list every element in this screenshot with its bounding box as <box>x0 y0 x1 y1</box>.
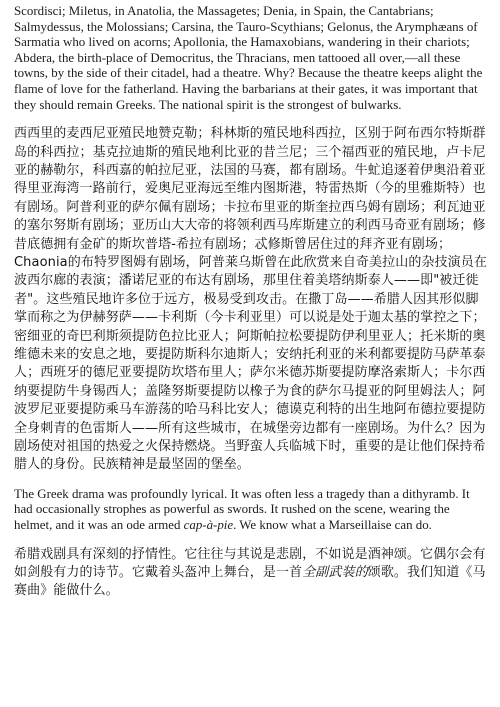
chinese-paragraph-2 <box>14 546 488 601</box>
english-paragraph-2-text-start: The Greek drama was profoundly lyrical. It was often less a tragedy than a dithyramb. It had occasionally strophes as powerful as swords. It rushed on the scene, wearing the helmet, and it was an ode armed <box>14 486 470 533</box>
english-paragraph-1: Scordisci; Miletus, in Anatolia, the Massagetes; Denia, in Spain, the Cantabrians; Salmydessus, the Molossians; Carsina, the Tauro-Scythians; Gelonus, the Arymphæans of Sarmatia who lived on acorns; Apollonia, the Hamaxobians, wandering in their chariots; Abdera, the birth-place of Democritus, the Thracians, men tattooed all over,—all these towns, by the side of their citadel, had a theatre. Why? Because the theatre keeps alight the flame of love for the fatherland. Having the barbarians at their gates, it was important that they should remain Greeks. The national spirit is the strongest of bulwarks. <box>14 4 483 112</box>
chinese-paragraph-1: 西西里的麦西尼亚殖民地赞克勒；科林斯的殖民地科西拉，区别于阿布西尔特斯群岛的科西拉；基克拉迪斯的殖民地利比亚的昔兰尼；三个福西亚的殖民地，卢卡尼亚的赫勒尔，科西嘉的帕拉尼亚，法国的马赛，都有剧场。牛虻追逐着伊奥沿着亚得里亚海湾一路前行，爱奥尼亚海远至维内图斯港，特雷热斯（今的里雅斯特）也有剧场。阿普利亚的萨尔佩有剧场；卡拉布里亚的斯奎拉西乌姆有剧场；利瓦迪亚的塞尔努斯有剧场；亚历山大大帝的将领利西马库斯建立的利西马奇亚有剧场；修昔底德拥有金矿的斯坎普塔-希拉有剧场；忒修斯曾居住过的拜齐亚有剧场；Chaonia的布特罗图姆有剧场，阿普莱乌斯曾在此欣赏来自奇美拉山的杂技演员在波西尔廊的表演；潘诺尼亚的布达有剧场，那里住着美塔纳斯泰人——即"被迁徙者"。这些殖民地许多位于远方，极易受到攻击。在撒丁岛——希腊人因其形似脚掌而称之为伊赫努萨——卡利斯（今卡利亚里）可以说是处于迦太基的掌控之下；密细亚的奇巴利斯须提防色拉比亚人；阿斯帕拉松要提防伊利里亚人；托米斯的奥维德未来的安息之地，要提防斯科尔迪斯人；安纳托利亚的米利都要提防马萨革泰人；西班牙的德尼亚要提防坎塔布里人；萨尔米德苏斯要提防摩洛索斯人；卡尔西纳要提防牛身锡西人；盖隆努斯要提防以橡子为食的萨尔马提亚的阿里姆法人；阿波罗尼亚要提防乘马车游荡的哈马科比安人；德谟克利特的出生地阿布德拉要提防全身刺青的色雷斯人——所有这些城市，在城堡旁边都有一座剧场。为什么？因为剧场使对祖国的热爱之火保持燃烧。当野蛮人兵临城下时，重要的是让他们保持希腊人的身份。民族精神是最坚固的堡垒。 <box>14 126 487 473</box>
chinese-paragraph-2-text-start: 希腊戏剧具有深刻的抒情性。它往往与其说是悲剧，不如说是酒神颂。它偶尔会有如剑般有力的诗节。它戴着头盔冲上舞台，是一首 <box>14 546 486 581</box>
english-paragraph-2-text-end: . We know what a Marseillaise can do. <box>233 518 432 533</box>
english-paragraph-2-italic: cap-à-pie <box>183 518 234 533</box>
chinese-paragraph-2-text-end: 颂歌。我们知道《马赛曲》能做什么。 <box>14 565 486 599</box>
english-paragraph-2 <box>14 487 488 534</box>
chinese-paragraph-2-italic: 全副武装的 <box>302 565 368 581</box>
